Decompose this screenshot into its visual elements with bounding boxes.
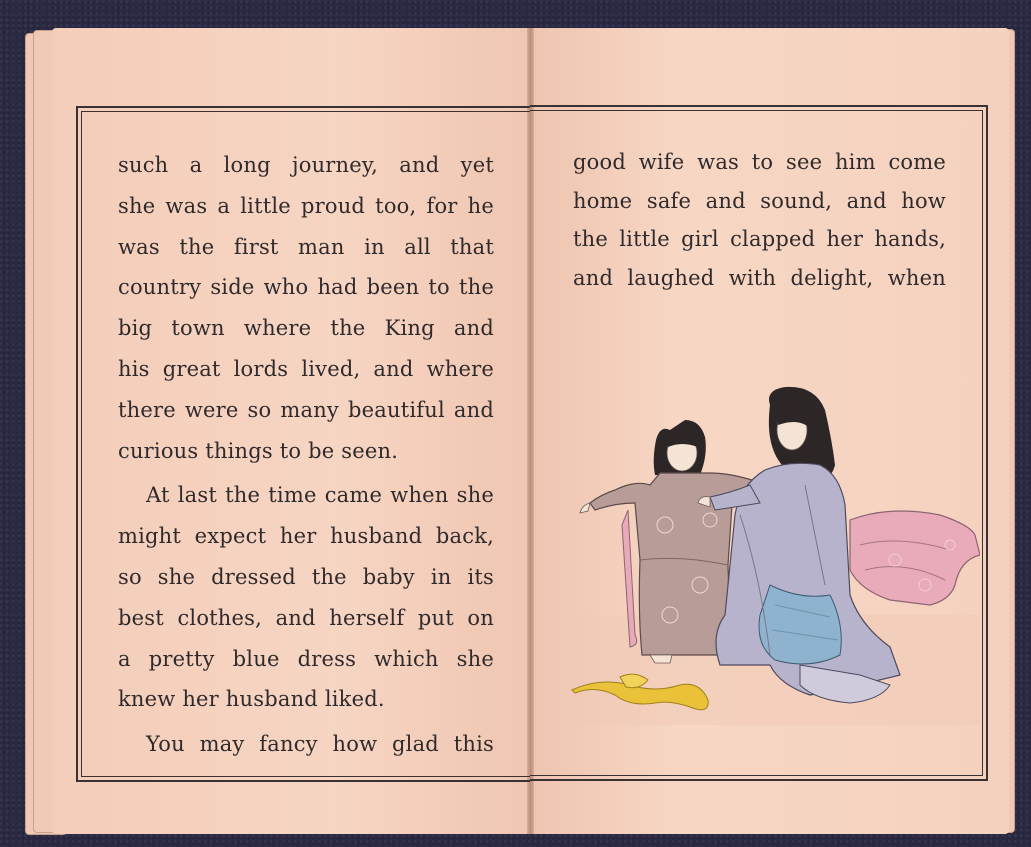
text-line: so she dressed the baby in its [118, 564, 494, 589]
text-line: might expect her husband back, [118, 524, 494, 549]
text-line: his great lords lived, and where [118, 356, 494, 381]
text-line: best clothes, and herself put on [118, 605, 494, 630]
text-line: there were so many beautiful and [118, 397, 494, 422]
text-line: You may fancy how glad this [146, 732, 494, 757]
text-line: such a long journey, and yet [118, 153, 494, 177]
text-line: she was a little proud too, for he [118, 193, 494, 218]
text-line: the little girl clapped her hands, [573, 227, 946, 252]
text-line: was the first man in all that [118, 234, 494, 259]
text-line: a pretty blue dress which she [118, 646, 494, 671]
text-line: good wife was to see him come [573, 150, 946, 174]
text-line: home safe and sound, and how [573, 188, 946, 213]
right-page-text [573, 143, 946, 297]
woman-and-child-illustration [560, 385, 980, 725]
cushions-image [850, 511, 980, 605]
text-line: and laughed with delight, when [573, 265, 946, 290]
text-line: curious things to be seen. [118, 438, 399, 463]
left-page-text [118, 145, 494, 765]
text-line: country side who had been to the [118, 275, 494, 300]
text-line: big town where the King and [118, 316, 494, 341]
text-line: At last the time came when she [146, 483, 494, 508]
text-line: knew her husband liked. [118, 687, 385, 712]
